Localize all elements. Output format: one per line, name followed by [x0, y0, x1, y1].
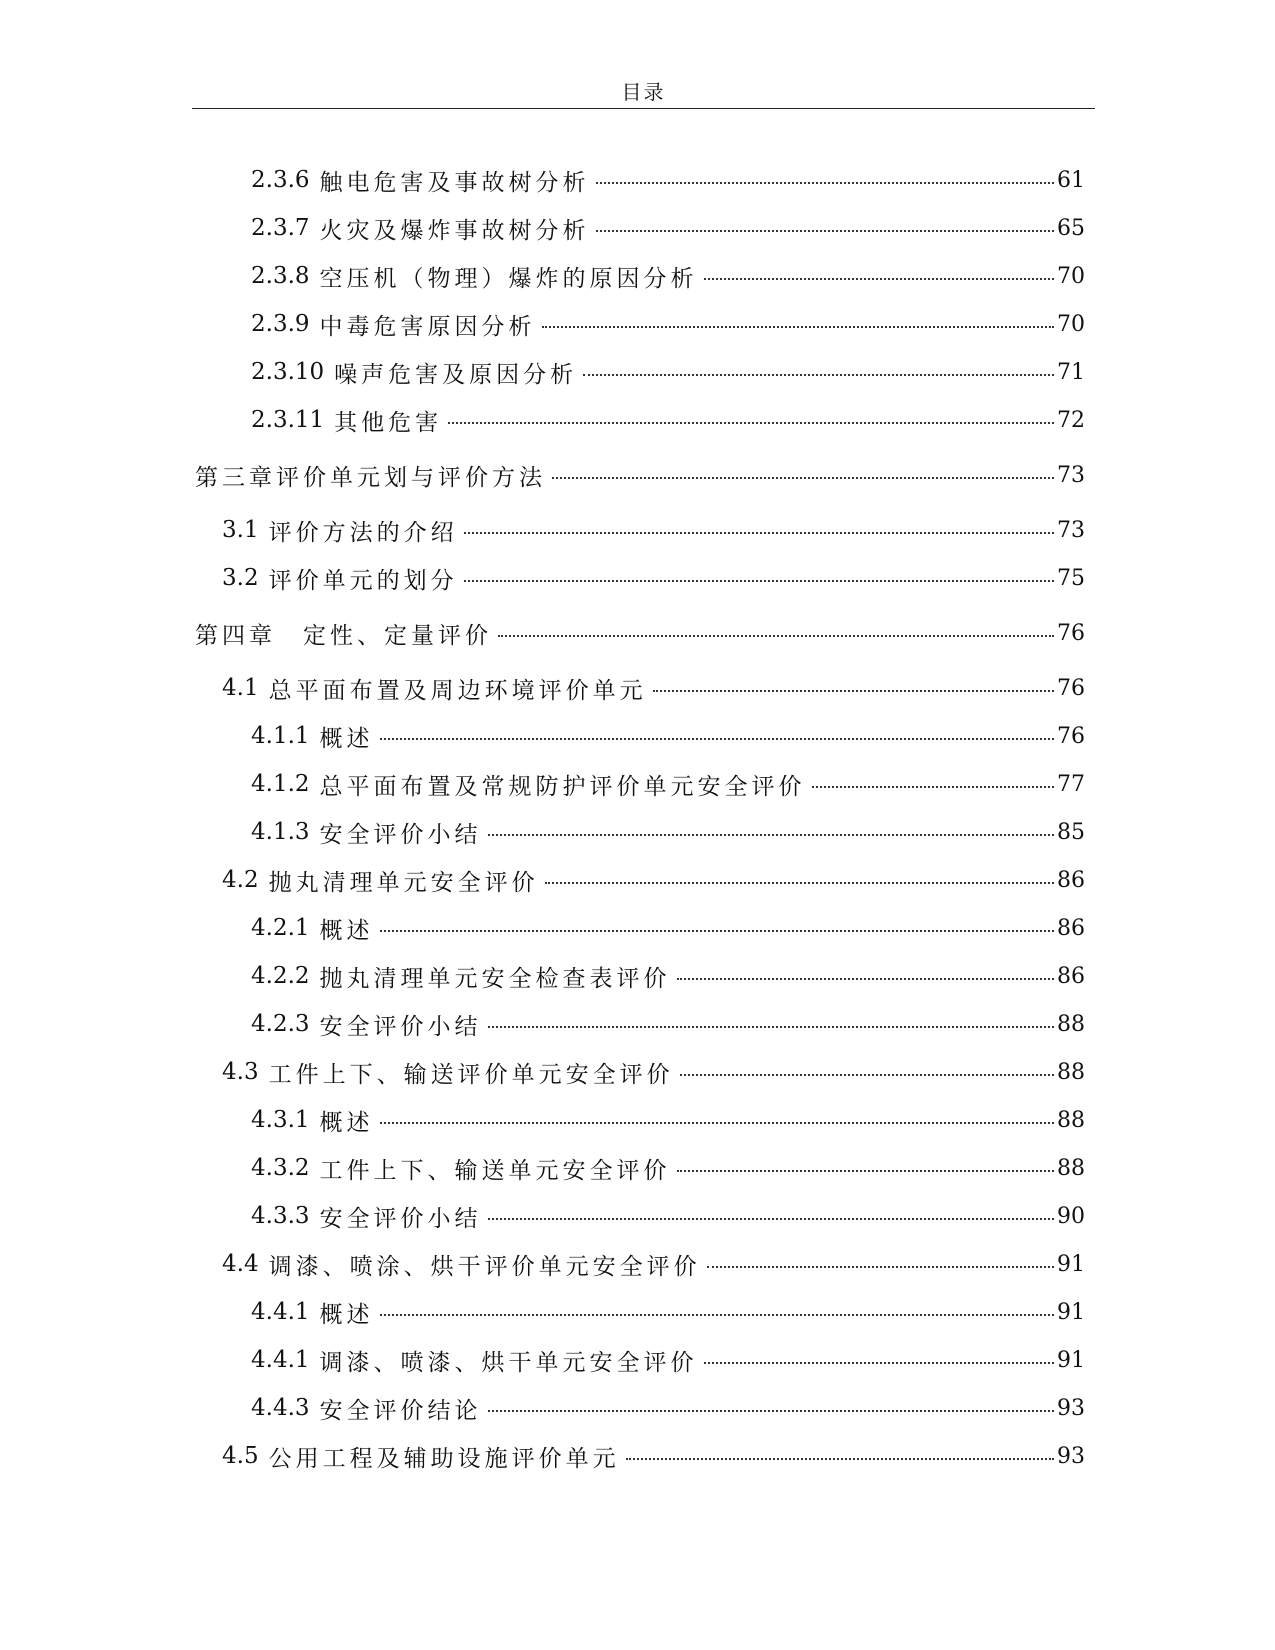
toc-entry[interactable]: [192, 1192, 1085, 1240]
dot-leader: [488, 1026, 1054, 1028]
dot-leader: [653, 690, 1054, 692]
toc-entry-page-number: 88: [1057, 1155, 1085, 1181]
toc-entry[interactable]: [192, 348, 1085, 396]
toc-entry-label: 公用工程及辅助设施评价单元: [268, 1445, 620, 1472]
toc-entry-label: 安全评价小结: [319, 1013, 482, 1040]
toc-entry-label: 空压机（物理）爆炸的原因分析: [319, 265, 698, 292]
dot-leader: [552, 477, 1054, 479]
toc-entry-page-number: 88: [1057, 1059, 1085, 1085]
dot-leader: [380, 930, 1054, 932]
toc-entry-page-number: 70: [1057, 263, 1085, 289]
toc-entry-label: 概述: [319, 917, 374, 944]
dot-leader: [448, 422, 1054, 424]
dot-leader: [498, 635, 1054, 637]
dot-leader: [380, 1314, 1054, 1316]
toc-entry[interactable]: [192, 204, 1085, 252]
toc-entry-page-number: 76: [1057, 675, 1085, 701]
toc-entry[interactable]: [192, 1288, 1085, 1336]
toc-entry-number: 4.1.2: [251, 771, 310, 797]
toc-entry[interactable]: [192, 252, 1085, 300]
toc-entry[interactable]: [192, 1000, 1085, 1048]
toc-entry-label: 安全评价小结: [319, 821, 482, 848]
dot-leader: [464, 532, 1054, 534]
toc-entry-page-number: 91: [1057, 1251, 1085, 1277]
toc-entry[interactable]: [192, 156, 1085, 204]
dot-leader: [626, 1458, 1054, 1460]
toc-entry-label: 抛丸清理单元安全评价: [268, 869, 539, 896]
toc-entry-label: 评价方法的介绍: [268, 519, 458, 546]
toc-entry-label: 中毒危害原因分析: [319, 313, 536, 340]
toc-entry[interactable]: [192, 1096, 1085, 1144]
toc-entry-label: 工件上下、输送评价单元安全评价: [268, 1061, 674, 1088]
toc-entry-label: 第三章评价单元划与评价方法: [195, 464, 546, 491]
toc-entry[interactable]: [192, 1144, 1085, 1192]
toc-entry-label: 噪声危害及原因分析: [334, 361, 578, 388]
toc-entry-number: 4.4.3: [251, 1395, 310, 1421]
toc-entry-page-number: 90: [1057, 1203, 1085, 1229]
toc-entry-label: 抛丸清理单元安全检查表评价: [319, 965, 671, 992]
toc-entry[interactable]: [192, 808, 1085, 856]
toc-entry-label: 调漆、喷涂、烘干评价单元安全评价: [268, 1253, 701, 1280]
dot-leader: [704, 278, 1054, 280]
toc-entry-number: 4.2.2: [251, 963, 310, 989]
dot-leader: [677, 1170, 1054, 1172]
toc-entry-number: 3.2: [222, 565, 259, 591]
toc-entry-page-number: 91: [1057, 1347, 1085, 1373]
toc-entry-label: 总平面布置及周边环境评价单元: [268, 677, 647, 704]
toc-entry-label: 安全评价结论: [319, 1397, 482, 1424]
dot-leader: [488, 834, 1054, 836]
toc-entry-label: 概述: [319, 1109, 374, 1136]
toc-entry-number: 4.3.2: [251, 1155, 310, 1181]
toc-chapter-entry[interactable]: [192, 444, 1085, 506]
toc-entry[interactable]: [192, 554, 1085, 602]
toc-entry-page-number: 73: [1057, 517, 1085, 543]
toc-entry-page-number: 76: [1057, 723, 1085, 749]
toc-entry-page-number: 91: [1057, 1299, 1085, 1325]
toc-entry[interactable]: [192, 1240, 1085, 1288]
dot-leader: [704, 1362, 1054, 1364]
toc-entry[interactable]: [192, 856, 1085, 904]
toc-entry-page-number: 93: [1057, 1443, 1085, 1469]
dot-leader: [677, 978, 1054, 980]
toc-entry-label: 概述: [319, 1301, 374, 1328]
dot-leader: [488, 1410, 1054, 1412]
toc-entry-page-number: 75: [1057, 565, 1085, 591]
dot-leader: [596, 182, 1054, 184]
dot-leader: [380, 1122, 1054, 1124]
toc-entry-number: 2.3.11: [251, 407, 325, 433]
toc-entry-number: 4.3.1: [251, 1107, 310, 1133]
toc-entry-number: 4.1.3: [251, 819, 310, 845]
toc-entry-page-number: 85: [1057, 819, 1085, 845]
toc-entry-page-number: 76: [1057, 620, 1085, 646]
toc-entry-number: 4.2.3: [251, 1011, 310, 1037]
toc-entry[interactable]: [192, 1432, 1085, 1480]
toc-entry[interactable]: [192, 506, 1085, 554]
toc-entry-page-number: 70: [1057, 311, 1085, 337]
dot-leader: [488, 1218, 1054, 1220]
toc-entry[interactable]: [192, 952, 1085, 1000]
toc-entry-page-number: 88: [1057, 1107, 1085, 1133]
toc-entry-number: 4.5: [222, 1443, 259, 1469]
toc-entry-label: 触电危害及事故树分析: [319, 169, 590, 196]
toc-entry-number: 4.4: [222, 1251, 259, 1277]
dot-leader: [380, 738, 1054, 740]
toc-entry-number: 4.1.1: [251, 723, 310, 749]
toc-entry[interactable]: [192, 1384, 1085, 1432]
toc-entry-number: 2.3.9: [251, 311, 310, 337]
toc-entry-number: 4.3.3: [251, 1203, 310, 1229]
dot-leader: [545, 882, 1054, 884]
toc-entry[interactable]: [192, 1048, 1085, 1096]
toc-entry-number: 4.2.1: [251, 915, 310, 941]
toc-entry-number: 4.1: [222, 675, 259, 701]
dot-leader: [707, 1266, 1054, 1268]
toc-entry[interactable]: [192, 760, 1085, 808]
toc-entry-label: 概述: [319, 725, 374, 752]
toc-entry-label: 工件上下、输送单元安全评价: [319, 1157, 671, 1184]
toc-entry[interactable]: [192, 664, 1085, 712]
toc-entry-number: 3.1: [222, 517, 259, 543]
toc-entry-label: 总平面布置及常规防护评价单元安全评价: [319, 773, 806, 800]
toc-entry-label: 调漆、喷漆、烘干单元安全评价: [319, 1349, 698, 1376]
toc-entry-page-number: 73: [1057, 462, 1085, 488]
toc-entry-number: 2.3.10: [251, 359, 325, 385]
toc-entry[interactable]: [192, 300, 1085, 348]
toc-entry[interactable]: [192, 904, 1085, 952]
toc-entry-label: 其他危害: [334, 409, 443, 436]
dot-leader: [583, 374, 1054, 376]
page-header: [192, 72, 1095, 109]
toc-entry-page-number: 86: [1057, 915, 1085, 941]
toc-entry-page-number: 93: [1057, 1395, 1085, 1421]
toc-entry-number: 4.3: [222, 1059, 259, 1085]
toc-entry-page-number: 86: [1057, 867, 1085, 893]
toc-entry-number: 4.4.1: [251, 1299, 310, 1325]
dot-leader: [464, 580, 1054, 582]
table-of-contents: [192, 156, 1085, 1480]
toc-entry-page-number: 71: [1057, 359, 1085, 385]
toc-entry-number: 4.2: [222, 867, 259, 893]
toc-entry-label: 火灾及爆炸事故树分析: [319, 217, 590, 244]
toc-entry-number: 2.3.8: [251, 263, 310, 289]
toc-chapter-entry[interactable]: [192, 602, 1085, 664]
toc-entry[interactable]: [192, 712, 1085, 760]
toc-entry-number: 4.4.1: [251, 1347, 310, 1373]
toc-entry-page-number: 72: [1057, 407, 1085, 433]
toc-entry-label: 第四章 定性、定量评价: [195, 622, 492, 649]
dot-leader: [812, 786, 1054, 788]
toc-entry-label: 安全评价小结: [319, 1205, 482, 1232]
dot-leader: [596, 230, 1054, 232]
toc-entry-label: 评价单元的划分: [268, 567, 458, 594]
toc-entry[interactable]: [192, 1336, 1085, 1384]
toc-entry-page-number: 88: [1057, 1011, 1085, 1037]
toc-entry-number: 2.3.7: [251, 215, 310, 241]
toc-entry-page-number: 65: [1057, 215, 1085, 241]
toc-entry-page-number: 86: [1057, 963, 1085, 989]
toc-entry-page-number: 61: [1057, 167, 1085, 193]
toc-entry-number: 2.3.6: [251, 167, 310, 193]
page-title: 目录: [621, 80, 666, 104]
dot-leader: [680, 1074, 1054, 1076]
toc-entry-page-number: 77: [1057, 771, 1085, 797]
toc-entry[interactable]: [192, 396, 1085, 444]
dot-leader: [542, 326, 1054, 328]
